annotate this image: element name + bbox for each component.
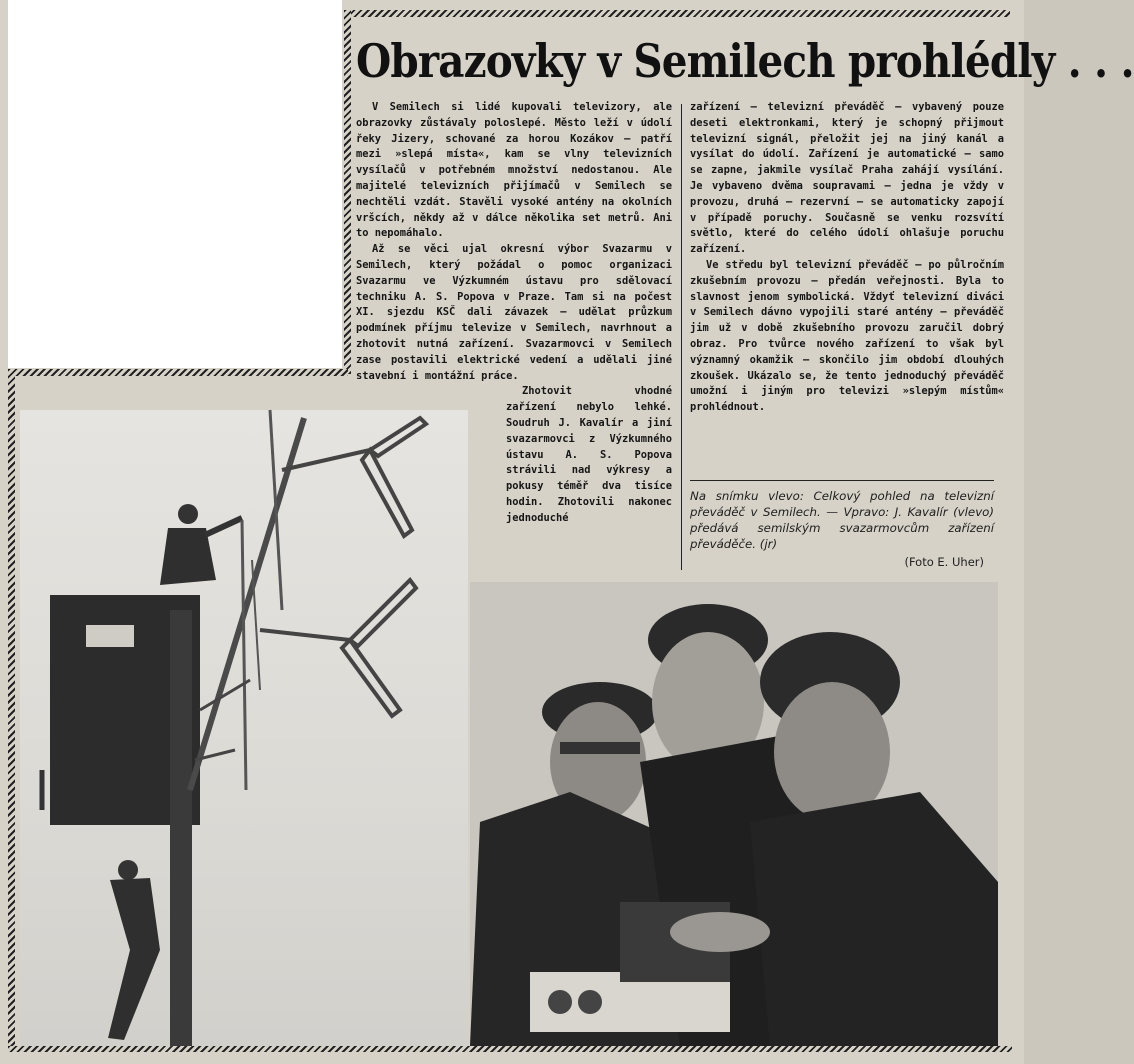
column-divider <box>681 104 682 570</box>
photo-credit: (Foto E. Uher) <box>904 555 984 569</box>
paragraph: V Semilech si lidé kupovali televizory, ale obrazovky zůstávaly poloslepé. Město leží v údolí řeky Jizery, schované za horou Kozákov — patří mezi »slepá místa«, kam se vlny televizních vysílačů v potřebném množství nedostanou. Ale majitelé televizních přijímačů v Semilech se nechtěli vzdát. Stavěli vysoké antény na okolních vršcích, někdy až v dálce několika set metrů. Ani to nepomáhalo. <box>356 101 672 240</box>
left-border-hatch <box>344 10 351 374</box>
blank-cutout-area <box>8 0 342 368</box>
headline: Obrazovky v Semilech prohlédly . . . <box>356 34 1134 88</box>
paragraph: Zhotovit vhodné zařízení nebylo lehké. Soudruh J. Kavalír a jiní svazarmovci z Výzkumného ústavu A. S. Popova strávili nad výkresy a pokusy téměř dva tisíce hodin. Zhotovili nakonec jednoduché <box>506 385 672 524</box>
paragraph: Až se věci ujal okresní výbor Svazarmu v Semilech, který požádal o pomoc organizaci Svazarmu ve Výzkumném ústavu pro sdělovací techniku A. S. Popova v Praze. Tam si na počest XI. sjezdu KSČ dali závazek — udělat průzkum podmínek příjmu televize v Semilech, navrhnout a zhotovit nutná zařízení. Svazarmovci v Semilech zase postavili elektrické vedení a udělali jiné stavební i montážní práce. <box>356 243 672 382</box>
antenna-photo-illustration <box>20 410 468 1046</box>
far-left-border-hatch <box>8 369 15 1046</box>
paragraph: Ve středu byl televizní převáděč — po půlročním zkušebním provozu — předán veřejnosti. Byla to slavnost jenom symbolická. Vždyť televizní diváci v Semilech dávno vypojili staré antény — převáděč jim už v době zkušebního provozu zaručil dobrý obraz. Pro tvůrce nového zařízení to však byl významný okamžik — skončilo jim období dlouhých zkoušek. Ukázalo se, že tento jednoduchý převáděč umožní i jiným pro televizi »slepým místům« prohlédnout. <box>690 258 1004 414</box>
paragraph: zařízení — televizní převáděč — vybavený pouze deseti elektronkami, který je schopný přijmout televizní signál, přeložit jej na jiný kanál a vysílat do údolí. Zařízení je automatické — samo se zapne, jakmile vysílač Praha zahájí vysílání. Je vybaveno dvěma soupravami — jedna je vždy v provozu, druhá — rezervní — se automaticky zapojí v případě poruchy. Současně se venku rozsvítí světlo, které do celého údolí ohlašuje poruchu zařízení. <box>690 101 1004 256</box>
men-photo-illustration <box>470 582 998 1046</box>
bottom-border-hatch <box>8 1046 1012 1052</box>
mid-border-hatch <box>8 369 348 376</box>
men-with-equipment-photo <box>470 582 998 1046</box>
article-column-2 <box>690 100 1004 416</box>
top-border-hatch <box>346 10 1010 17</box>
caption-divider <box>690 480 994 481</box>
antenna-photo <box>20 410 468 1046</box>
photo-caption: Na snímku vlevo: Celkový pohled na televizní převáděč v Semilech. — Vpravo: J. Kavalír (vlevo) předává semilským svazarmovcům zařízení převáděče. (jr) <box>690 489 994 551</box>
